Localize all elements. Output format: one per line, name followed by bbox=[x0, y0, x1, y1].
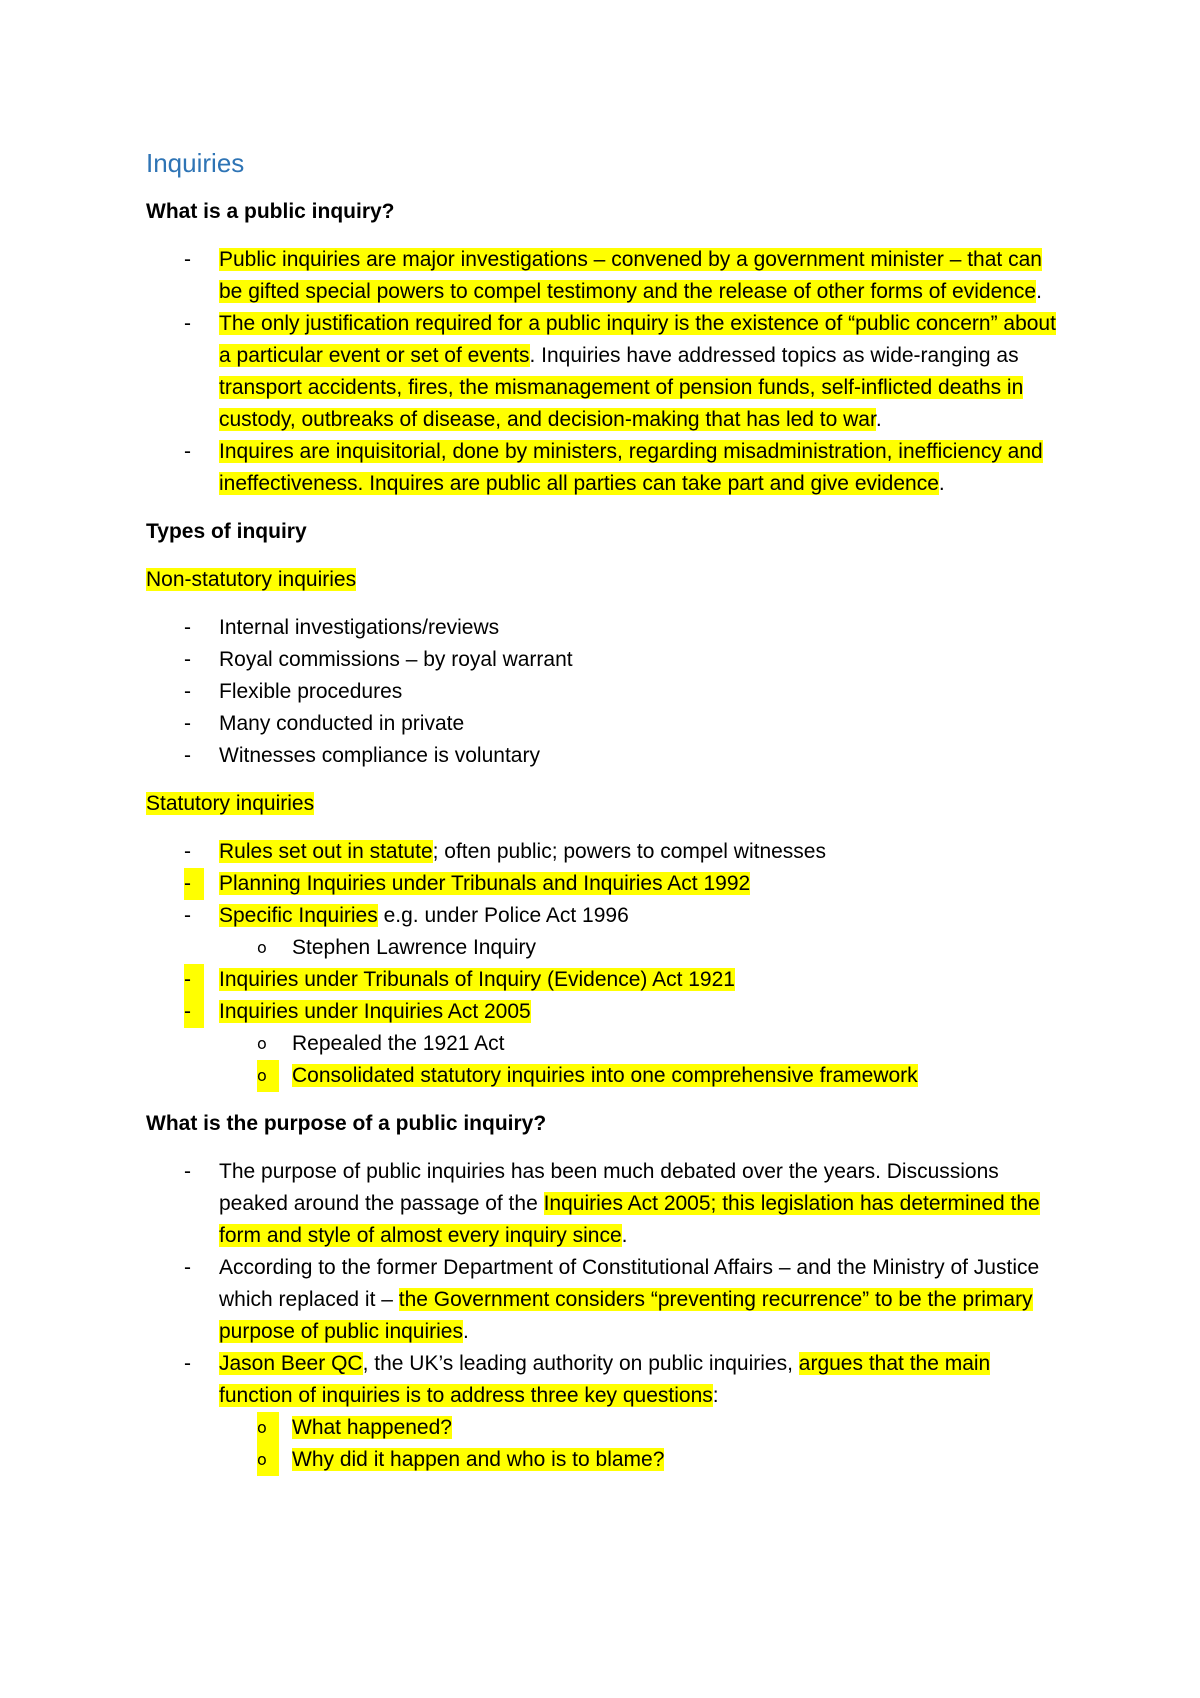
bullet-marker: - bbox=[184, 440, 191, 463]
list-item bbox=[146, 308, 1066, 436]
bullet-marker: - bbox=[184, 904, 191, 927]
document-page bbox=[146, 146, 1066, 1492]
bullet-marker: - bbox=[184, 1256, 191, 1279]
sub-bullet-marker: o bbox=[257, 1034, 267, 1053]
text-run: argues that the main function of inquiries is to address three key questions bbox=[219, 1352, 991, 1407]
sub-list-item bbox=[219, 1444, 1066, 1476]
list-item-text bbox=[219, 840, 826, 863]
list-item-text: Many conducted in private bbox=[219, 712, 465, 735]
what-is-list bbox=[146, 244, 1066, 500]
list-item-text bbox=[219, 968, 735, 991]
list-item bbox=[146, 1156, 1066, 1252]
list-item bbox=[146, 740, 1066, 772]
text-run: The purpose of public inquiries has been much debated over the years. Discussions peaked around the passage of the bbox=[219, 1160, 999, 1215]
text-run: The only justification required for a public inquiry is the existence of “public concern” about a particular event or set of events bbox=[219, 312, 1056, 367]
text-run: . bbox=[1036, 280, 1042, 303]
list-item bbox=[146, 836, 1066, 868]
list-item-text bbox=[219, 1160, 1040, 1247]
text-run: Planning Inquiries under Tribunals and Inquiries Act 1992 bbox=[219, 872, 751, 895]
bullet-marker: - bbox=[184, 1352, 191, 1375]
section-heading-non-statutory bbox=[146, 564, 1066, 596]
text-run: Inquiries under Inquiries Act 2005 bbox=[219, 1000, 531, 1023]
text-run: Inquiries under Tribunals of Inquiry (Evidence) Act 1921 bbox=[219, 968, 735, 991]
sub-bullet-marker: o bbox=[257, 1060, 279, 1092]
list-item bbox=[146, 1252, 1066, 1348]
sub-list bbox=[219, 1412, 1066, 1476]
sub-list-item bbox=[219, 1412, 1066, 1444]
list-item-text bbox=[219, 440, 1043, 495]
bullet-marker: - bbox=[184, 312, 191, 335]
list-item-text bbox=[219, 904, 629, 927]
bullet-marker: - bbox=[184, 868, 204, 900]
bullet-marker: - bbox=[184, 248, 191, 271]
bullet-marker: - bbox=[184, 712, 191, 735]
purpose-list bbox=[146, 1156, 1066, 1476]
sub-list-container bbox=[146, 1028, 1066, 1092]
bullet-marker: - bbox=[184, 964, 204, 996]
text-run: : bbox=[712, 1384, 719, 1407]
list-item bbox=[146, 676, 1066, 708]
list-item-text: Internal investigations/reviews bbox=[219, 616, 500, 639]
list-item bbox=[146, 868, 1066, 900]
sub-list-item bbox=[219, 1060, 1066, 1092]
list-item bbox=[146, 644, 1066, 676]
sub-list-item bbox=[219, 1028, 1066, 1060]
bullet-marker: - bbox=[184, 680, 191, 703]
text-run: Public inquiries are major investigations – convened by a government minister – that can be gifted special powers to compel testimony and the release of other forms of evidence bbox=[219, 248, 1042, 303]
list-item bbox=[146, 996, 1066, 1028]
text-run: transport accidents, fires, the mismanagement of pension funds, self-inflicted deaths in custody, outbreaks of disease, and decision-making that has led to war bbox=[219, 376, 1024, 431]
sub-list-item bbox=[219, 932, 1066, 964]
text-run: . Inquiries have addressed topics as wide-ranging as bbox=[529, 344, 1019, 367]
text-run: . bbox=[938, 472, 945, 495]
text-run: , the UK’s leading authority on public inquiries, bbox=[362, 1352, 799, 1375]
text-run: Inquiries Act 2005; this legislation has determined the form and style of almost every inquiry since bbox=[219, 1192, 1040, 1247]
list-item bbox=[146, 964, 1066, 996]
text-run: Rules set out in statute bbox=[219, 840, 433, 863]
list-item bbox=[146, 244, 1066, 308]
sub-list-item-text: Why did it happen and who is to blame? bbox=[292, 1448, 665, 1471]
text-run: . bbox=[621, 1224, 628, 1247]
statutory-list bbox=[146, 836, 1066, 1092]
text-run: ; often public; powers to compel witnesses bbox=[432, 840, 826, 863]
sub-bullet-marker: o bbox=[257, 1412, 279, 1444]
statutory-heading-text: Statutory inquiries bbox=[146, 792, 315, 815]
sub-bullet-marker: o bbox=[257, 1444, 279, 1476]
text-run: . bbox=[875, 408, 882, 431]
list-item bbox=[146, 612, 1066, 644]
text-run: e.g. under Police Act 1996 bbox=[377, 904, 629, 927]
list-item bbox=[146, 708, 1066, 740]
bullet-marker: - bbox=[184, 840, 191, 863]
document-title: Inquiries bbox=[146, 148, 245, 178]
text-run: Jason Beer QC bbox=[219, 1352, 363, 1375]
list-item-text: Flexible procedures bbox=[219, 680, 403, 703]
text-run: According to the former Department of Constitutional Affairs – and the Ministry of Justice which replaced it – bbox=[219, 1256, 1040, 1311]
non-statutory-heading-text: Non-statutory inquiries bbox=[146, 568, 357, 591]
text-run: the Government considers “preventing recurrence” to be the primary purpose of public inquiries bbox=[219, 1288, 1033, 1343]
bullet-marker: - bbox=[184, 616, 191, 639]
list-item bbox=[146, 900, 1066, 932]
sub-list-item-text: What happened? bbox=[292, 1416, 452, 1439]
sub-list-container bbox=[146, 932, 1066, 964]
list-item-text bbox=[219, 1352, 990, 1407]
list-item-text bbox=[219, 1000, 531, 1023]
bullet-marker: - bbox=[184, 996, 204, 1028]
sub-list bbox=[219, 932, 1066, 964]
list-item-text bbox=[219, 248, 1042, 303]
list-item-text bbox=[219, 1256, 1039, 1343]
bullet-marker: - bbox=[184, 1160, 191, 1183]
sub-list-item-text: Stephen Lawrence Inquiry bbox=[292, 936, 536, 959]
list-item-text: Royal commissions – by royal warrant bbox=[219, 648, 573, 671]
sub-list-container bbox=[146, 1412, 1066, 1476]
text-run: Inquires are inquisitorial, done by ministers, regarding misadministration, inefficiency and ineffectiveness. Inquires are public all parties can take part and give evidence bbox=[219, 440, 1043, 495]
section-heading-types: Types of inquiry bbox=[146, 520, 307, 543]
sub-list-item-text: Consolidated statutory inquiries into one comprehensive framework bbox=[292, 1064, 918, 1087]
bullet-marker: - bbox=[184, 744, 191, 767]
list-item bbox=[146, 436, 1066, 500]
section-heading-what-is: What is a public inquiry? bbox=[146, 200, 395, 223]
text-run: Specific Inquiries bbox=[219, 904, 378, 927]
list-item bbox=[146, 1348, 1066, 1412]
section-heading-purpose: What is the purpose of a public inquiry? bbox=[146, 1112, 547, 1135]
sub-bullet-marker: o bbox=[257, 938, 267, 957]
section-heading-statutory bbox=[146, 788, 1066, 820]
list-item-text bbox=[219, 872, 750, 895]
list-item-text: Witnesses compliance is voluntary bbox=[219, 744, 540, 767]
bullet-marker: - bbox=[184, 648, 191, 671]
non-statutory-list bbox=[146, 612, 1066, 772]
sub-list-item-text: Repealed the 1921 Act bbox=[292, 1032, 505, 1055]
sub-list bbox=[219, 1028, 1066, 1092]
text-run: . bbox=[462, 1320, 469, 1343]
list-item-text bbox=[219, 312, 1056, 431]
